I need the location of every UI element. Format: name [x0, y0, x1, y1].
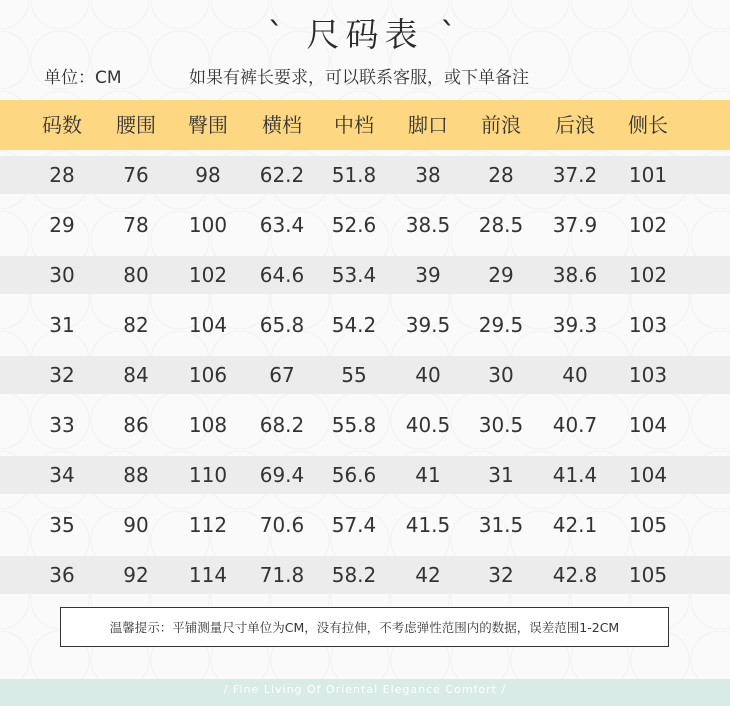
- table-cell: 33: [49, 413, 75, 437]
- table-cell: 42: [415, 563, 441, 587]
- size-table: [0, 100, 730, 594]
- table-cell: 38: [415, 163, 441, 187]
- table-cell: 100: [188, 213, 228, 237]
- table-header-cell: 前浪: [481, 113, 521, 137]
- table-cell: 52.6: [331, 213, 377, 237]
- table-cell: 35: [49, 513, 75, 537]
- table-cell: 69.4: [259, 463, 305, 487]
- table-cell: 84: [123, 363, 149, 387]
- table-cell: 102: [628, 263, 668, 287]
- table-cell: 62.2: [259, 163, 305, 187]
- table-cell: 86: [123, 413, 149, 437]
- table-cell: 104: [628, 463, 668, 487]
- contact-hint: 如果有裤长要求，可以联系客服，或下单备注: [189, 68, 529, 88]
- table-cell: 103: [628, 313, 668, 337]
- table-cell: 106: [188, 363, 228, 387]
- table-cell: 32: [488, 563, 514, 587]
- table-cell: 42.8: [552, 563, 598, 587]
- table-cell: 40.7: [552, 413, 598, 437]
- table-cell: 114: [188, 563, 228, 587]
- table-cell: 64.6: [259, 263, 305, 287]
- table-cell: 104: [628, 413, 668, 437]
- table-cell: 102: [188, 263, 228, 287]
- table-cell: 56.6: [331, 463, 377, 487]
- table-cell: 105: [628, 513, 668, 537]
- table-cell: 41.4: [552, 463, 598, 487]
- unit-label: 单位：CM: [44, 68, 122, 88]
- table-cell: 101: [628, 163, 668, 187]
- table-cell: 31: [49, 313, 75, 337]
- table-cell: 71.8: [259, 563, 305, 587]
- table-cell: 51.8: [331, 163, 377, 187]
- table-cell: 104: [188, 313, 228, 337]
- table-cell: 53.4: [331, 263, 377, 287]
- table-cell: 42.1: [552, 513, 598, 537]
- table-header-cell: 侧长: [628, 113, 668, 137]
- table-cell: 103: [628, 363, 668, 387]
- table-cell: 90: [123, 513, 149, 537]
- table-cell: 41: [415, 463, 441, 487]
- table-cell: 40.5: [405, 413, 451, 437]
- table-row: [0, 156, 730, 194]
- table-cell: 76: [123, 163, 149, 187]
- table-cell: 30: [49, 263, 75, 287]
- table-cell: 40: [562, 363, 588, 387]
- table-cell: 98: [195, 163, 221, 187]
- table-cell: 57.4: [331, 513, 377, 537]
- table-cell: 39.5: [405, 313, 451, 337]
- table-cell: 28: [49, 163, 75, 187]
- table-cell: 65.8: [259, 313, 305, 337]
- table-cell: 112: [188, 513, 228, 537]
- table-cell: 88: [123, 463, 149, 487]
- table-cell: 68.2: [259, 413, 305, 437]
- table-cell: 29: [488, 263, 514, 287]
- table-cell: 36: [49, 563, 75, 587]
- table-cell: 67: [269, 363, 295, 387]
- table-cell: 40: [415, 363, 441, 387]
- table-header-row: [0, 100, 730, 150]
- table-header-cell: 中档: [334, 113, 374, 137]
- table-cell: 37.9: [552, 213, 598, 237]
- table-cell: 70.6: [259, 513, 305, 537]
- table-cell: 39: [415, 263, 441, 287]
- table-row: [0, 494, 730, 556]
- measurement-note-text: 温馨提示：平铺测量尺寸单位为CM，没有拉伸，不考虑弹性范围内的数据，误差范围1-2CM: [109, 620, 620, 635]
- table-row: [0, 256, 730, 294]
- table-cell: 58.2: [331, 563, 377, 587]
- table-cell: 30.5: [478, 413, 524, 437]
- table-cell: 39.3: [552, 313, 598, 337]
- table-cell: 38.5: [405, 213, 451, 237]
- table-row: [0, 456, 730, 494]
- table-cell: 92: [123, 563, 149, 587]
- table-cell: 55.8: [331, 413, 377, 437]
- table-cell: 31: [488, 463, 514, 487]
- table-header-cell: 脚口: [408, 113, 448, 137]
- table-cell: 34: [49, 463, 75, 487]
- table-row: [0, 194, 730, 256]
- table-header-cell: 横档: [262, 113, 302, 137]
- table-cell: 54.2: [331, 313, 377, 337]
- table-cell: 29.5: [478, 313, 524, 337]
- table-header-cell: 码数: [42, 113, 82, 137]
- table-cell: 105: [628, 563, 668, 587]
- table-cell: 29: [49, 213, 75, 237]
- table-cell: 32: [49, 363, 75, 387]
- table-cell: 63.4: [259, 213, 305, 237]
- page-title: ` 尺码表 `: [267, 15, 463, 54]
- table-cell: 30: [488, 363, 514, 387]
- measurement-note: [60, 607, 669, 647]
- table-row: [0, 356, 730, 394]
- table-cell: 78: [123, 213, 149, 237]
- table-row: [0, 294, 730, 356]
- table-cell: 80: [123, 263, 149, 287]
- table-cell: 102: [628, 213, 668, 237]
- footer-slogan: / Fine Living Of Oriental Elegance Comfort /: [223, 683, 507, 696]
- table-header-cell: 臀围: [188, 113, 228, 137]
- table-cell: 31.5: [478, 513, 524, 537]
- table-cell: 38.6: [552, 263, 598, 287]
- table-cell: 28.5: [478, 213, 524, 237]
- table-cell: 108: [188, 413, 228, 437]
- table-cell: 110: [188, 463, 228, 487]
- table-header-cell: 腰围: [116, 113, 156, 137]
- table-cell: 37.2: [552, 163, 598, 187]
- table-cell: 82: [123, 313, 149, 337]
- table-row: [0, 556, 730, 594]
- table-cell: 55: [341, 363, 367, 387]
- table-cell: 28: [488, 163, 514, 187]
- table-row: [0, 394, 730, 456]
- table-header-cell: 后浪: [555, 113, 595, 137]
- table-cell: 41.5: [405, 513, 451, 537]
